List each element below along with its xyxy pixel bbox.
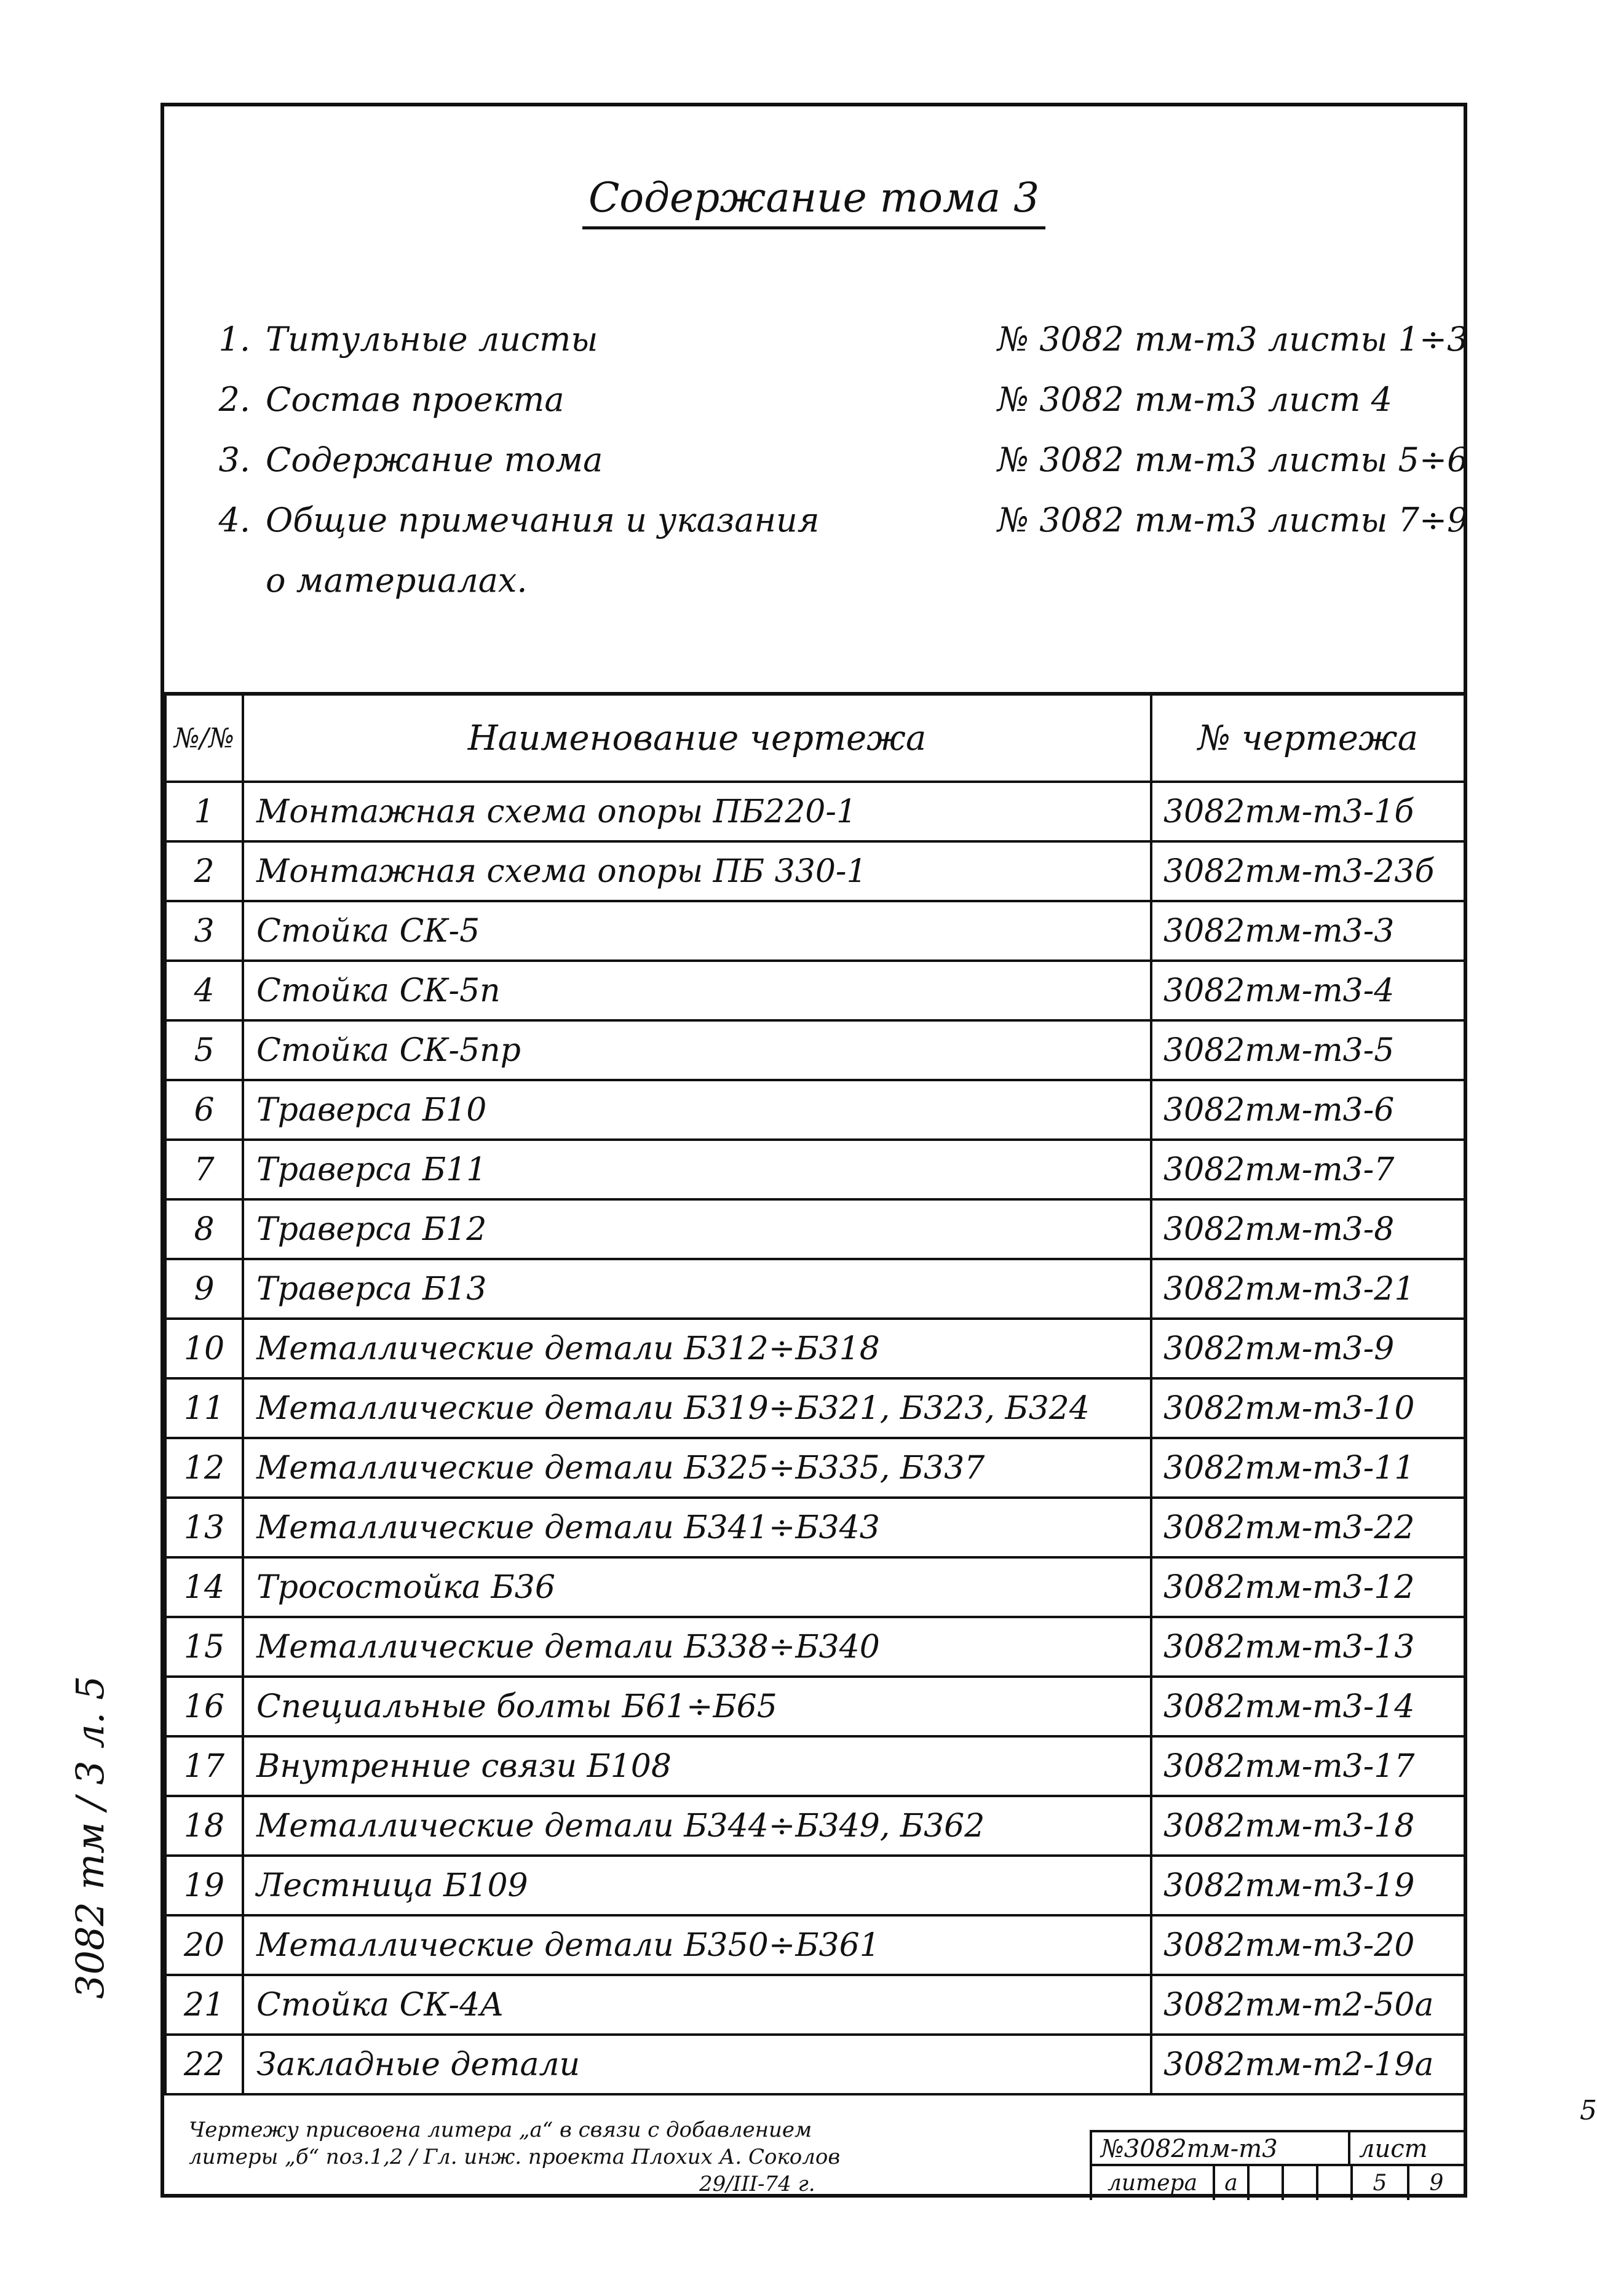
drawing-code: 3082тм-т3-5: [1151, 1020, 1465, 1080]
drawings-table-wrapper: [164, 692, 1464, 2095]
table-row: [165, 841, 1465, 901]
drawing-name: Металлические детали Б325÷Б335, Б337: [243, 1438, 1151, 1498]
drawing-name: Стойка СК-5: [243, 901, 1151, 961]
sheet-total: 9: [1407, 2166, 1464, 2200]
contents-item: [207, 309, 1468, 370]
contents-item: [207, 490, 1468, 550]
row-number: 14: [165, 1557, 243, 1617]
drawing-name: Металлические детали Б344÷Б349, Б362: [243, 1796, 1151, 1856]
contents-continuation-text: о материалах.: [266, 561, 528, 600]
row-number: 1: [165, 782, 243, 841]
revision-note-date: 29/III-74 г.: [699, 2172, 815, 2196]
row-number: 2: [165, 841, 243, 901]
table-row: [165, 782, 1465, 841]
drawing-name: Траверса Б13: [243, 1259, 1151, 1319]
table-row: [165, 1915, 1465, 1975]
drawing-name: Стойка СК-4А: [243, 1975, 1151, 2035]
title-block: [1090, 2130, 1464, 2198]
revision-note-line: литеры „б“ поз.1,2 / Гл. инж. проекта Плохих А. Соколов: [189, 2145, 841, 2169]
drawing-name: Металлические детали Б319÷Б321, Б323, Б324: [243, 1378, 1151, 1438]
table-row: [165, 1677, 1465, 1736]
header-code: № чертежа: [1151, 694, 1465, 782]
row-number: 17: [165, 1736, 243, 1796]
row-number: 18: [165, 1796, 243, 1856]
contents-item-number: 4.: [218, 501, 250, 539]
contents-item-text: Содержание тома: [266, 440, 603, 479]
litera-value: а: [1213, 2166, 1247, 2200]
table-row: [165, 1199, 1465, 1259]
drawing-name: Специальные болты Б61÷Б65: [243, 1677, 1151, 1736]
contents-item-ref: № 3082 тм-т3 листы 5÷6: [997, 440, 1468, 479]
drawing-code: 3082тм-т3-17: [1151, 1736, 1465, 1796]
drawing-name: Тросостойка Б36: [243, 1557, 1151, 1617]
table-row: [165, 1378, 1465, 1438]
sheet-value: 5: [1350, 2166, 1407, 2200]
sheet-number: 5: [1580, 2095, 1597, 2126]
contents-item: [207, 430, 1468, 490]
row-number: 22: [165, 2035, 243, 2094]
table-row: [165, 1438, 1465, 1498]
table-row: [165, 2035, 1465, 2094]
contents-item-ref: № 3082 тм-т3 листы 1÷3: [997, 320, 1468, 359]
row-number: 10: [165, 1319, 243, 1378]
table-row: [165, 1796, 1465, 1856]
drawing-sheet: [160, 103, 1597, 2198]
contents-item-text: Общие примечания и указания: [266, 501, 820, 539]
drawing-code: 3082тм-т3-22: [1151, 1498, 1465, 1557]
sheet-label: лист: [1359, 2135, 1428, 2163]
drawing-code: 3082тм-т3-8: [1151, 1199, 1465, 1259]
contents-item-continuation: [207, 550, 1425, 611]
row-number: 8: [165, 1199, 243, 1259]
drawing-code: 3082тм-т3-7: [1151, 1140, 1465, 1199]
drawing-name: Стойка СК-5п: [243, 961, 1151, 1020]
drawing-code: 3082тм-т3-20: [1151, 1915, 1465, 1975]
drawing-name: Траверса Б12: [243, 1199, 1151, 1259]
row-number: 7: [165, 1140, 243, 1199]
header-name: Наименование чертежа: [243, 694, 1151, 782]
drawing-code: 3082тм-т3-18: [1151, 1796, 1465, 1856]
drawing-name: Монтажная схема опоры ПБ220-1: [243, 782, 1151, 841]
row-number: 12: [165, 1438, 243, 1498]
drawing-code: 3082тм-т3-19: [1151, 1856, 1465, 1915]
header-number: №/№: [165, 694, 243, 782]
drawing-code: 3082тм-т3-10: [1151, 1378, 1465, 1438]
drawing-code: 3082тм-т3-3: [1151, 901, 1465, 961]
row-number: 13: [165, 1498, 243, 1557]
revision-note: [189, 2116, 840, 2198]
contents-item-ref: № 3082 тм-т3 лист 4: [997, 380, 1392, 419]
contents-item-number: 1.: [218, 320, 250, 359]
margin-note: 3082 тм / 3 л. 5: [68, 1675, 113, 1999]
drawing-code: 3082тм-т3-4: [1151, 961, 1465, 1020]
row-number: 20: [165, 1915, 243, 1975]
revision-note-line: Чертежу присвоена литера „а“ в связи с добавлением: [189, 2118, 812, 2142]
litera-empty-cell: [1316, 2166, 1350, 2200]
drawing-code: №3082тм-т3: [1090, 2132, 1350, 2166]
table-row: [165, 1319, 1465, 1378]
title-block-row: [1090, 2130, 1464, 2166]
table-body: [165, 782, 1465, 2094]
row-number: 9: [165, 1259, 243, 1319]
drawings-table: [164, 692, 1466, 2095]
contents-item-text: Состав проекта: [266, 380, 565, 419]
table-row: [165, 1498, 1465, 1557]
drawing-code: 3082тм-т3-11: [1151, 1438, 1465, 1498]
drawing-code: 3082тм-т3-12: [1151, 1557, 1465, 1617]
row-number: 5: [165, 1020, 243, 1080]
drawing-name: Стойка СК-5пр: [243, 1020, 1151, 1080]
row-number: 11: [165, 1378, 243, 1438]
row-number: 19: [165, 1856, 243, 1915]
contents-item-number: 3.: [218, 440, 250, 479]
table-row: [165, 1557, 1465, 1617]
litera-label: литера: [1090, 2166, 1213, 2200]
page-title: Содержание тома 3: [164, 174, 1464, 229]
drawing-code: 3082тм-т3-21: [1151, 1259, 1465, 1319]
drawing-code: 3082тм-т3-9: [1151, 1319, 1465, 1378]
contents-item-text: Титульные листы: [266, 320, 598, 359]
table-row: [165, 1259, 1465, 1319]
drawing-code: 3082тм-т2-19а: [1151, 2035, 1465, 2094]
contents-list: [207, 309, 1468, 611]
table-row: [165, 1736, 1465, 1796]
row-number: 4: [165, 961, 243, 1020]
table-row: [165, 1856, 1465, 1915]
table-row: [165, 1020, 1465, 1080]
drawing-name: Траверса Б10: [243, 1080, 1151, 1140]
drawing-code: 3082тм-т3-6: [1151, 1080, 1465, 1140]
row-number: 16: [165, 1677, 243, 1736]
table-row: [165, 1617, 1465, 1677]
table-header-row: [165, 694, 1465, 782]
drawing-code: 3082тм-т3-14: [1151, 1677, 1465, 1736]
table-row: [165, 1975, 1465, 2035]
contents-item-ref: № 3082 тм-т3 листы 7÷9: [997, 501, 1468, 539]
drawing-code: 3082тм-т2-50а: [1151, 1975, 1465, 2035]
drawing-name: Металлические детали Б312÷Б318: [243, 1319, 1151, 1378]
drawing-name: Металлические детали Б341÷Б343: [243, 1498, 1151, 1557]
table-row: [165, 1080, 1465, 1140]
drawing-name: Металлические детали Б350÷Б361: [243, 1915, 1151, 1975]
row-number: 21: [165, 1975, 243, 2035]
drawing-name: Закладные детали: [243, 2035, 1151, 2094]
row-number: 6: [165, 1080, 243, 1140]
litera-empty-cell: [1247, 2166, 1282, 2200]
drawing-name: Металлические детали Б338÷Б340: [243, 1617, 1151, 1677]
drawing-name: Траверса Б11: [243, 1140, 1151, 1199]
table-row: [165, 901, 1465, 961]
contents-item-number: 2.: [218, 380, 250, 419]
litera-empty-cell: [1282, 2166, 1316, 2200]
table-row: [165, 1140, 1465, 1199]
drawing-code: 3082тм-т3-23б: [1151, 841, 1465, 901]
drawing-code: 3082тм-т3-1б: [1151, 782, 1465, 841]
row-number: 3: [165, 901, 243, 961]
drawing-code: 3082тм-т3-13: [1151, 1617, 1465, 1677]
contents-item: [207, 370, 1425, 430]
row-number: 15: [165, 1617, 243, 1677]
title-block-row: [1090, 2164, 1464, 2200]
drawing-name: Лестница Б109: [243, 1856, 1151, 1915]
drawing-name: Внутренние связи Б108: [243, 1736, 1151, 1796]
drawing-name: Монтажная схема опоры ПБ 330-1: [243, 841, 1151, 901]
table-row: [165, 961, 1465, 1020]
